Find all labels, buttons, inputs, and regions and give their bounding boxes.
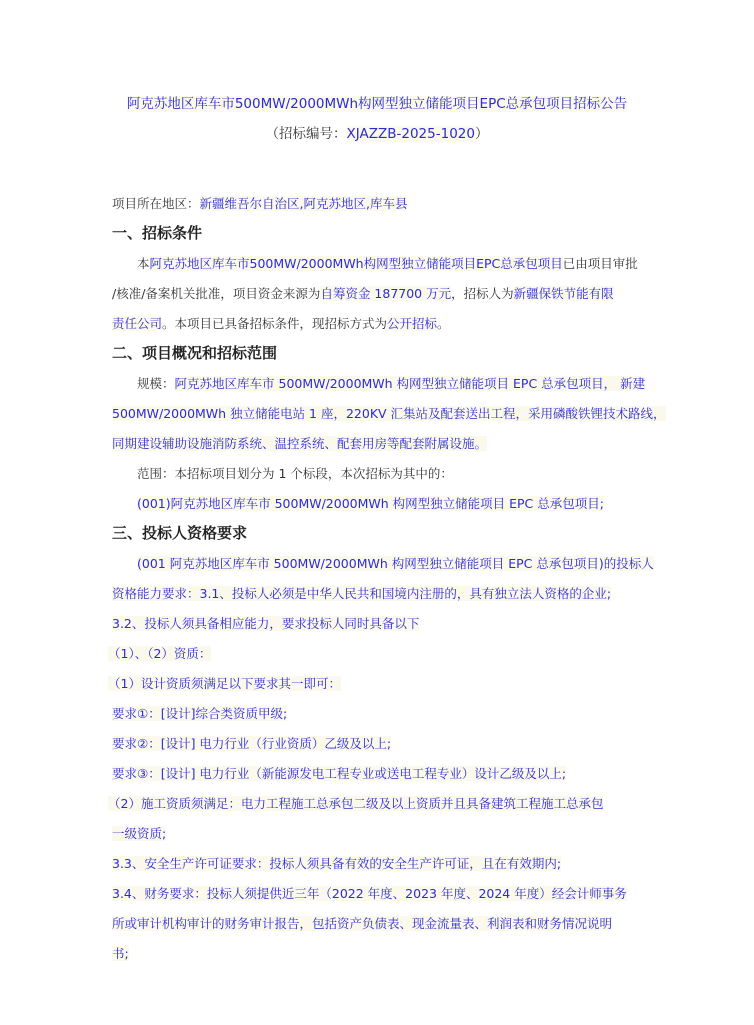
paragraph-line: 500MW/2000MWh 独立储能电站 1 座，220KV 汇集站及配套送出工程，采用磷酸铁锂技术路线， xyxy=(112,406,666,421)
paragraph-line: 范围：本招标项目划分为 1 个标段，本次招标为其中的： xyxy=(137,466,453,481)
paragraph-line: （2）施工资质须满足：电力工程施工总承包二级及以上资质并且具备建筑工程施工总承包 xyxy=(108,796,604,811)
paragraph-line: /核准/备案机关批准，项目资金来源为自筹资金 187700 万元，招标人为新疆保铁节能有限 xyxy=(112,286,614,301)
paragraph-line: 3.2、投标人须具备相应能力，要求投标人同时具备以下 xyxy=(112,616,420,631)
paragraph-line: 责任公司。本项目已具备招标条件，现招标方式为公开招标。 xyxy=(112,316,450,331)
paragraph-line: 一级资质; xyxy=(112,826,167,841)
paragraph-line: 所或审计机构审计的财务审计报告，包括资产负债表、现金流量表、利润表和财务情况说明 xyxy=(112,916,613,931)
paragraph-line: 规模：阿克苏地区库车市 500MW/2000MWh 构网型独立储能项目 EPC 总承包项目， 新建 xyxy=(137,376,646,391)
paragraph-line: (001)阿克苏地区库车市 500MW/2000MWh 构网型独立储能项目 EPC 总承包项目; xyxy=(137,496,604,511)
paragraph-line: 3.3、安全生产许可证要求：投标人须具备有效的安全生产许可证，且在有效期内; xyxy=(112,856,562,871)
paragraph-line: 要求③：[设计] 电力行业（新能源发电工程专业或送电工程专业）设计乙级及以上; xyxy=(112,766,567,781)
paragraph-line: （1）设计资质须满足以下要求其一即可： xyxy=(108,676,341,691)
paragraph-line: 要求①：[设计]综合类资质甲级; xyxy=(112,706,288,721)
tender-code: （招标编号：XJAZZB-2025-1020） xyxy=(265,126,489,142)
section-heading-2: 二、项目概况和招标范围 xyxy=(112,344,278,362)
project-location: 项目所在地区：新疆维吾尔自治区,阿克苏地区,库车县 xyxy=(112,196,408,211)
paragraph-line: 3.4、财务要求：投标人须提供近三年（2022 年度、2023 年度、2024 年度）经会计师事务 xyxy=(112,886,627,901)
document-title: 阿克苏地区库车市500MW/2000MWh构网型独立储能项目EPC总承包项目招标公告 xyxy=(126,96,628,112)
paragraph-line: 本阿克苏地区库车市500MW/2000MWh构网型独立储能项目EPC总承包项目已由项目审批 xyxy=(137,256,638,271)
paragraph-line: (001 阿克苏地区库车市 500MW/2000MWh 构网型独立储能项目 EPC 总承包项目)的投标人 xyxy=(137,556,654,571)
section-heading-3: 三、投标人资格要求 xyxy=(112,524,248,542)
paragraph-line: 资格能力要求：3.1、投标人必须是中华人民共和国境内注册的，具有独立法人资格的企业; xyxy=(112,586,612,601)
section-heading-1: 一、招标条件 xyxy=(112,224,203,242)
paragraph-line: 要求②：[设计] 电力行业（行业资质）乙级及以上; xyxy=(112,736,392,751)
paragraph-line: 书; xyxy=(112,946,129,961)
paragraph-line: 同期建设辅助设施消防系统、温控系统、配套用房等配套附属设施。 xyxy=(112,436,488,451)
paragraph-line: （1）、（2）资质： xyxy=(108,646,212,661)
